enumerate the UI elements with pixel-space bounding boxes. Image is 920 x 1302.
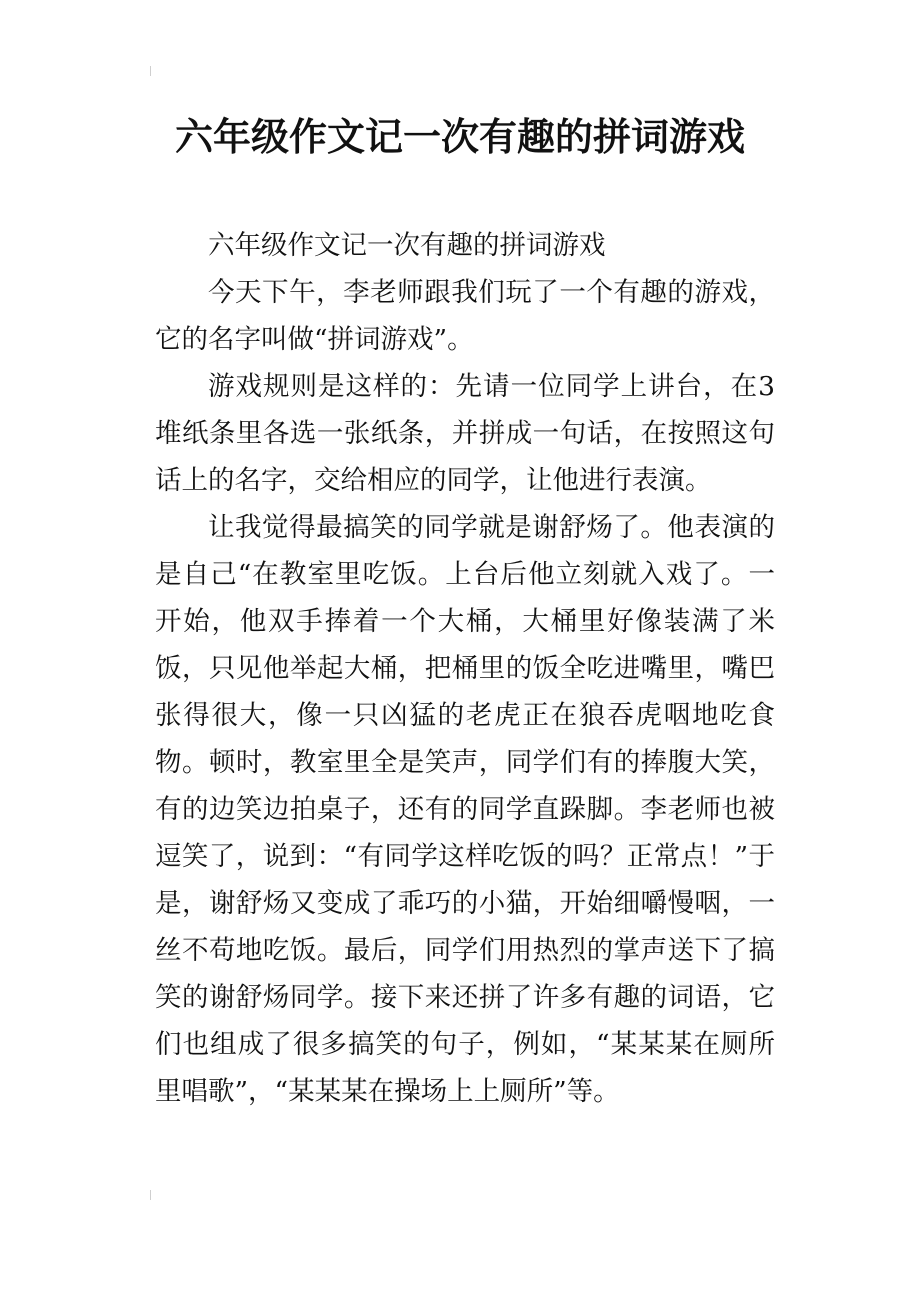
crop-mark-top <box>150 66 157 76</box>
crop-mark-bottom <box>150 1190 157 1200</box>
article-body <box>155 222 775 1115</box>
paragraph-intro: 今天下午，李老师跟我们玩了一个有趣的游戏，它的名字叫做“拼词游戏”。 <box>155 277 775 355</box>
paragraph-rules: 游戏规则是这样的：先请一位同学上讲台，在3堆纸条里各选一张纸条，并拼成一句话，在按照这句话上的名字，交给相应的同学，让他进行表演。 <box>155 371 775 496</box>
paragraph-heading: 六年级作文记一次有趣的拼词游戏 <box>208 230 606 261</box>
paragraph-story: 让我觉得最搞笑的同学就是谢舒炀了。他表演的是自己“在教室里吃饭。上台后他立刻就入戏了。一开始，他双手捧着一个大桶，大桶里好像装满了米饭，只见他举起大桶，把桶里的饭全吃进嘴里，嘴巴张得很大，像一只凶猛的老虎正在狼吞虎咽地吃食物。顿时，教室里全是笑声，同学们有的捧腹大笑，有的边笑边拍桌子，还有的同学直跺脚。李老师也被逗笑了，说到：“有同学这样吃饭的吗？正常点！”于是，谢舒炀又变成了乖巧的小猫，开始细嚼慢咽，一丝不苟地吃饭。最后，同学们用热烈的掌声送下了搞笑的谢舒炀同学。接下来还拼了许多有趣的词语，它们也组成了很多搞笑的句子，例如，“某某某在厕所里唱歌”，“某某某在操场上上厕所”等。 <box>155 512 775 1107</box>
page-title: 六年级作文记一次有趣的拼词游戏 <box>174 115 745 159</box>
